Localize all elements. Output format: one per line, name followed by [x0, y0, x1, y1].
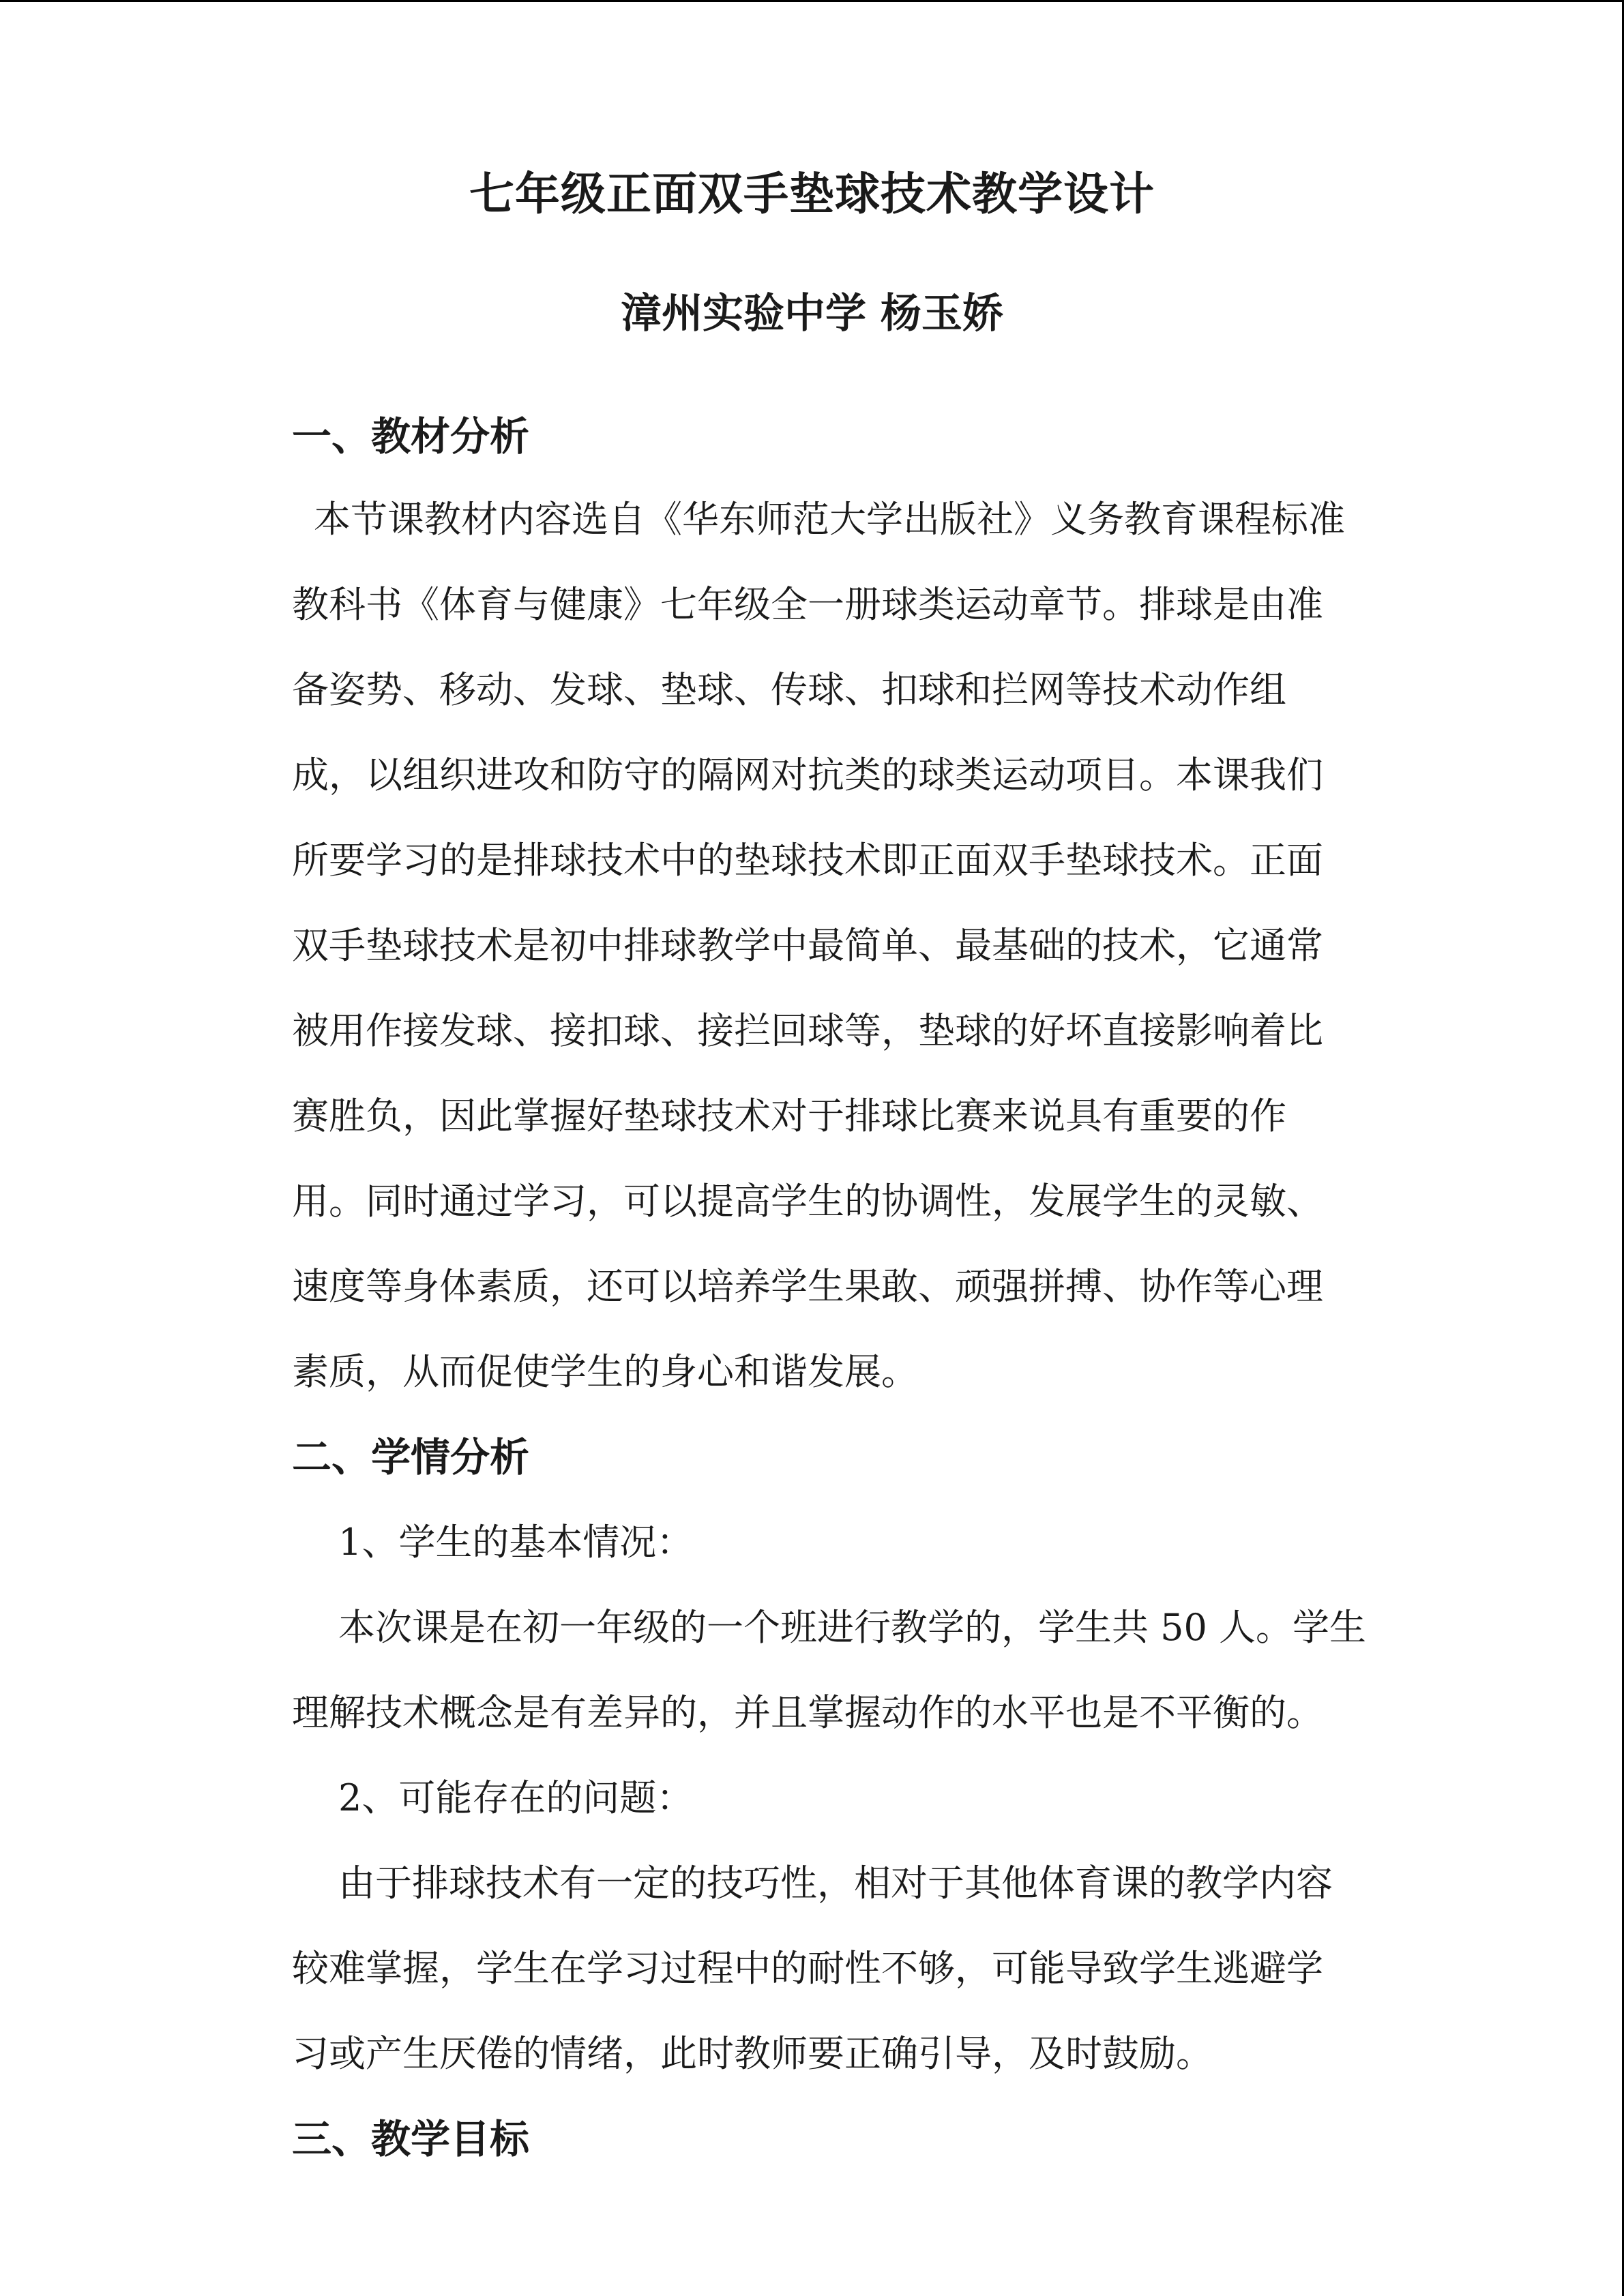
paragraph-line: 被用作接发球、接扣球、接拦回球等，垫球的好坏直接影响着比	[292, 1009, 1323, 1052]
subheading-line: 1、学生的基本情况：	[338, 1521, 694, 1564]
paragraph-line: 备姿势、移动、发球、垫球、传球、扣球和拦网等技术动作组	[292, 668, 1286, 711]
paragraph-line: 本次课是在初一年级的一个班进行教学的，学生共 50 人。学生	[338, 1606, 1367, 1649]
document-author: 漳州实验中学 杨玉娇	[621, 290, 1003, 338]
paragraph-line: 所要学习的是排球技术中的垫球技术即正面双手垫球技术。正面	[292, 839, 1323, 882]
paragraph-line: 理解技术概念是有差异的，并且掌握动作的水平也是不平衡的。	[292, 1691, 1323, 1734]
paragraph-line: 较难掌握，学生在学习过程中的耐性不够，可能导致学生逃避学	[292, 1947, 1323, 1990]
section-heading-1: 一、教材分析	[292, 413, 530, 460]
paragraph-line: 素质，从而促使学生的身心和谐发展。	[292, 1350, 918, 1393]
document-title: 七年级正面双手垫球技术教学设计	[469, 168, 1155, 220]
paragraph-line: 由于排球技术有一定的技巧性，相对于其他体育课的教学内容	[338, 1862, 1333, 1905]
section-heading-2: 二、学情分析	[292, 1434, 530, 1480]
paragraph-line: 成，以组织进攻和防守的隔网对抗类的球类运动项目。本课我们	[292, 754, 1323, 796]
section-heading-3: 三、教学目标	[292, 2116, 530, 2162]
paragraph-line: 速度等身体素质，还可以培养学生果敢、顽强拼搏、协作等心理	[292, 1265, 1323, 1308]
paragraph-line: 本节课教材内容选自《华东师范大学出版社》义务教育课程标准	[314, 498, 1345, 541]
paragraph-line: 双手垫球技术是初中排球教学中最简单、最基础的技术，它通常	[292, 924, 1323, 967]
paragraph-line: 用。同时通过学习，可以提高学生的协调性，发展学生的灵敏、	[292, 1180, 1323, 1223]
subheading-line: 2、可能存在的问题：	[338, 1776, 694, 1819]
paragraph-line: 教科书《体育与健康》七年级全一册球类运动章节。排球是由准	[292, 583, 1323, 626]
paragraph-line: 习或产生厌倦的情绪，此时教师要正确引导，及时鼓励。	[292, 2032, 1213, 2075]
top-border-line	[0, 0, 1624, 2]
paragraph-line: 赛胜负，因此掌握好垫球技术对于排球比赛来说具有重要的作	[292, 1094, 1286, 1137]
